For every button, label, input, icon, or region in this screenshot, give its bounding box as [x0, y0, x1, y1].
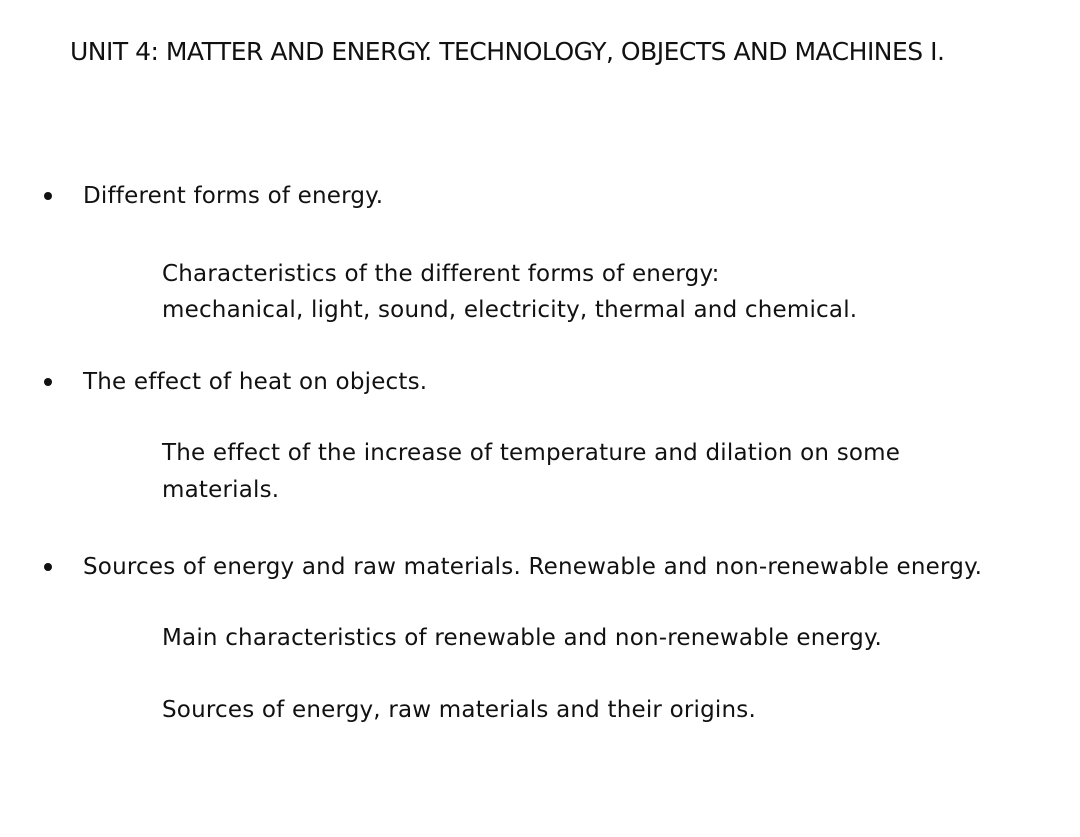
- bullet-heading: Sources of energy and raw materials. Renewable and non-renewable energy.: [83, 554, 983, 580]
- sub-line: Characteristics of the different forms of energy:: [162, 261, 720, 287]
- bullet-icon: [44, 378, 52, 386]
- bullet-icon: [44, 192, 52, 200]
- page-title: UNIT 4: MATTER AND ENERGY. TECHNOLOGY, OBJECTS AND MACHINES I.: [70, 37, 945, 66]
- sub-line: Sources of energy, raw materials and their origins.: [162, 697, 756, 723]
- bullet-heading: Different forms of energy.: [83, 183, 384, 209]
- sub-line: Main characteristics of renewable and non-renewable energy.: [162, 625, 883, 651]
- bullet-heading: The effect of heat on objects.: [83, 369, 428, 395]
- sub-line: materials.: [162, 477, 280, 503]
- sub-line: mechanical, light, sound, electricity, thermal and chemical.: [162, 297, 858, 323]
- bullet-icon: [44, 563, 52, 571]
- bullet-item-effect-of-heat: [0, 364, 1080, 400]
- bullet-item-forms-of-energy: [0, 178, 1080, 214]
- sub-line: The effect of the increase of temperature and dilation on some: [162, 440, 901, 466]
- bullet-item-sources-of-energy: [0, 549, 1080, 585]
